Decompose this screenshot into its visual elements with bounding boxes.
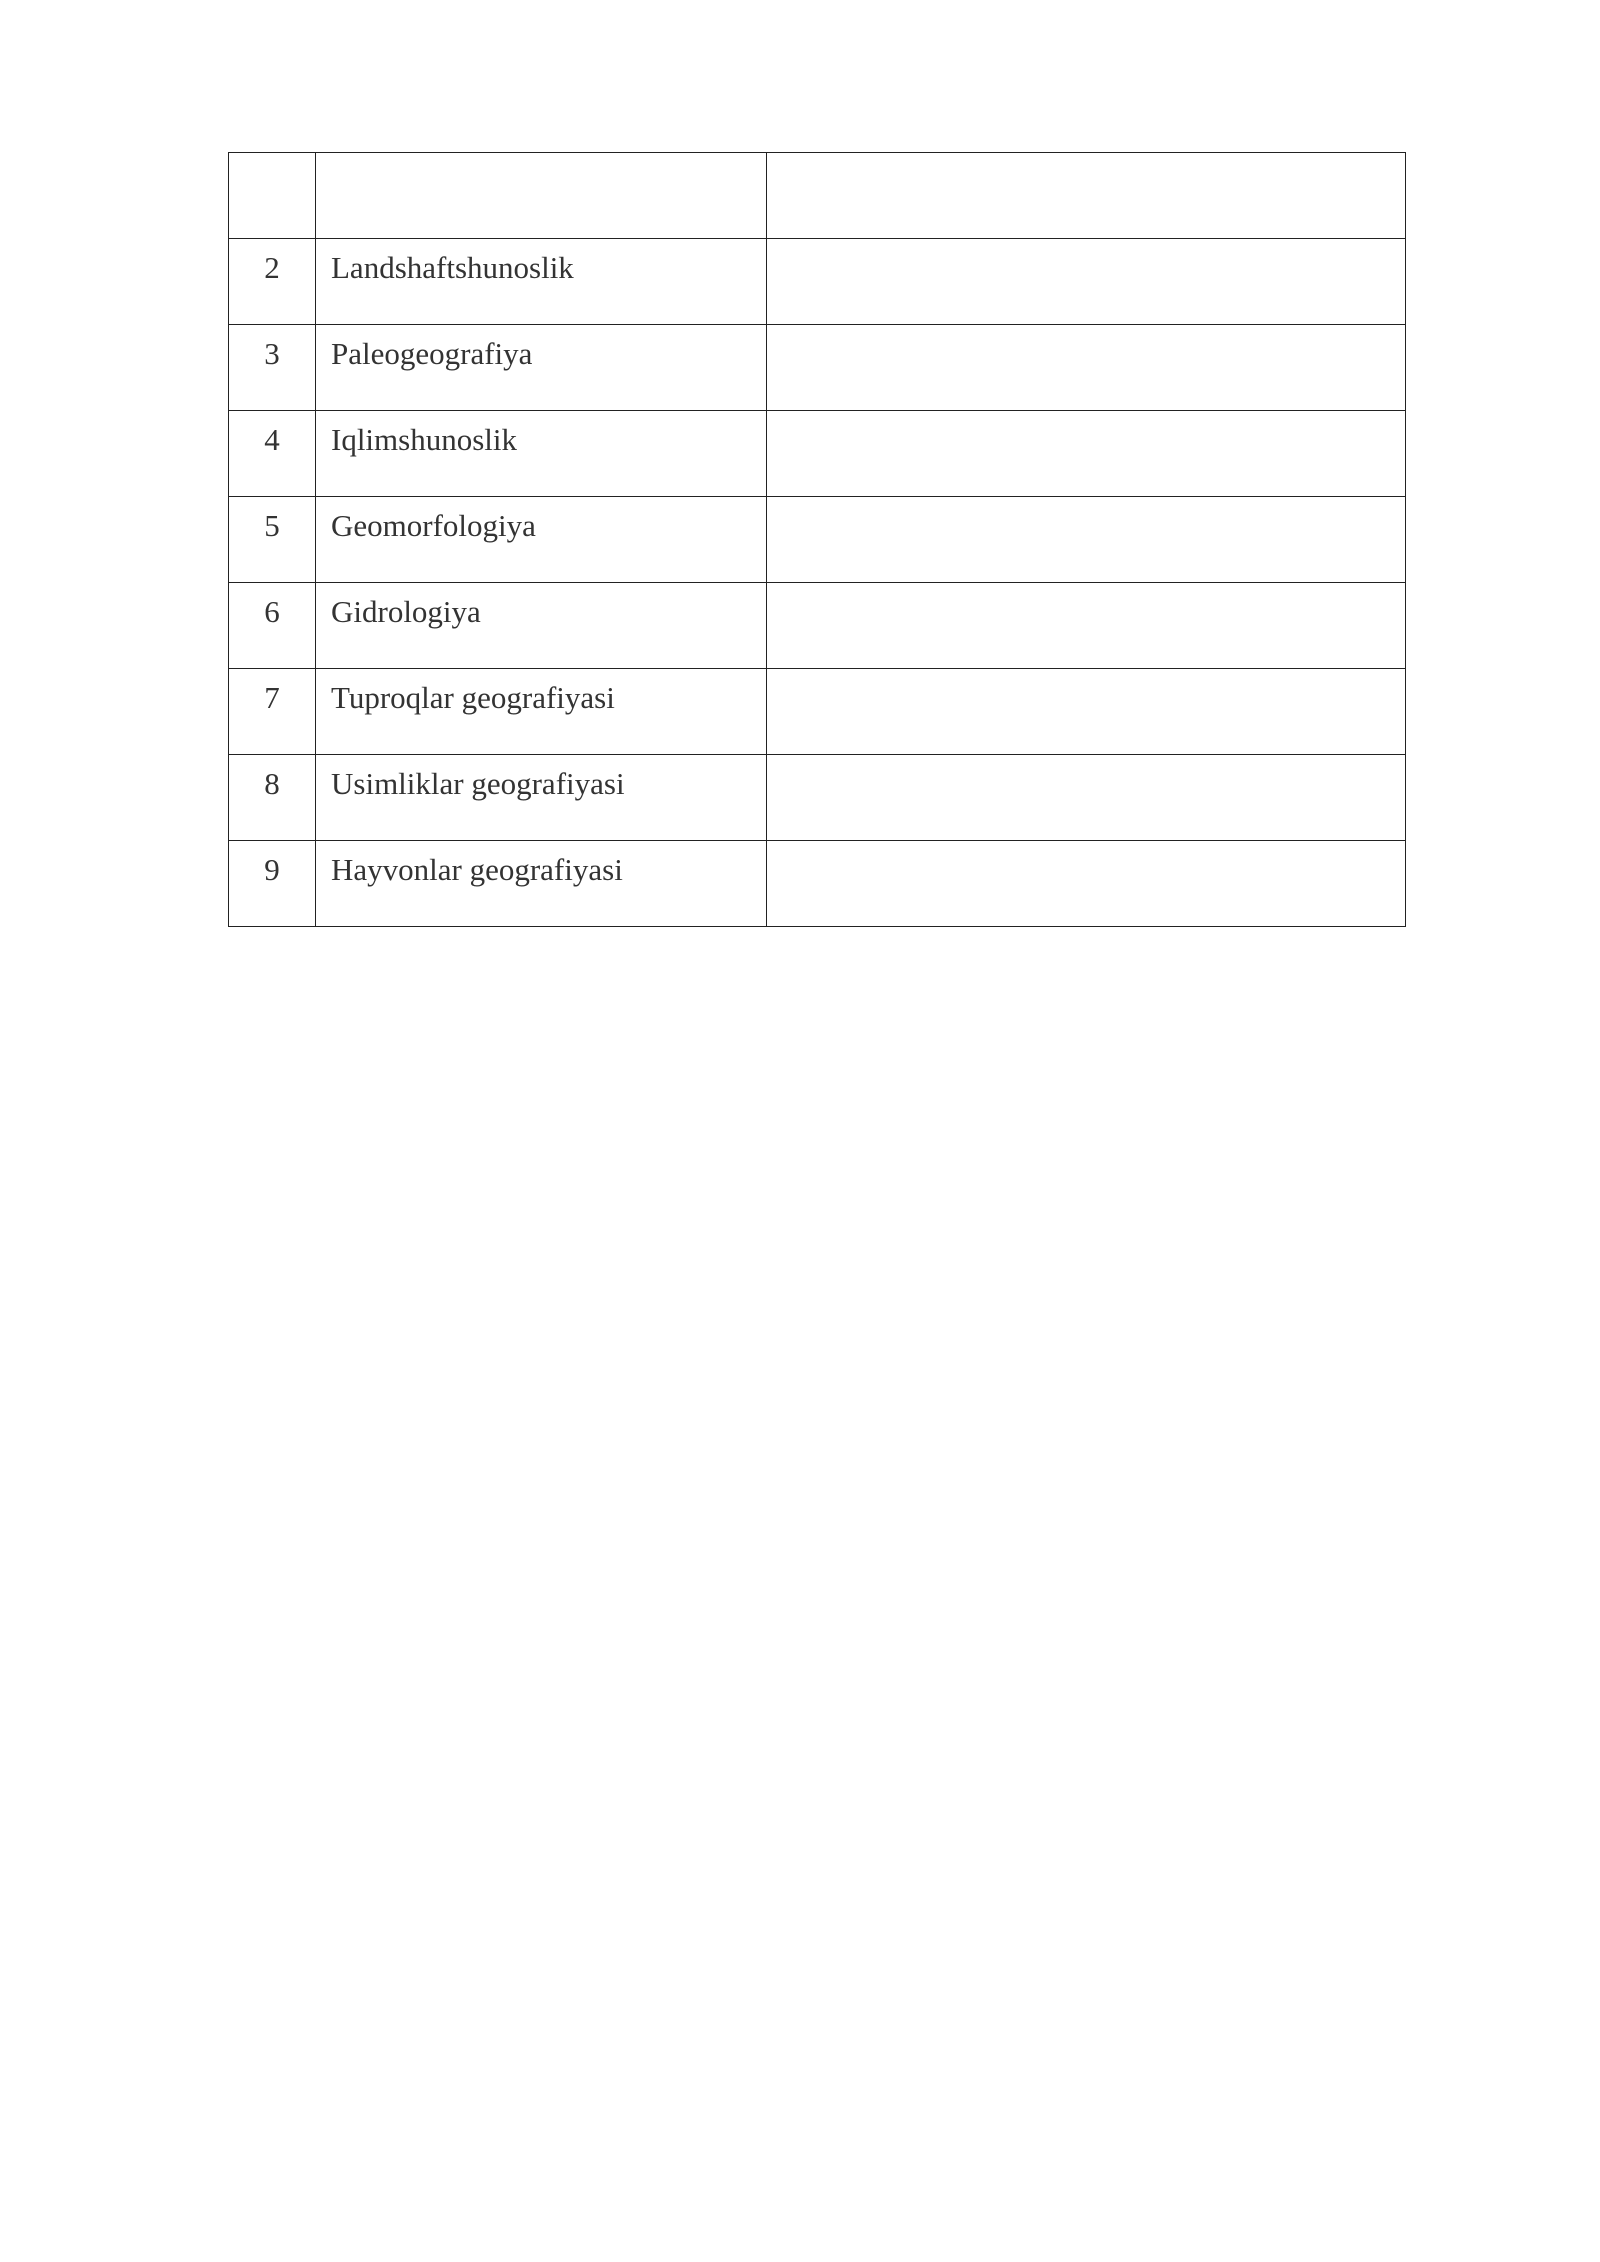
row-number: 9: [264, 852, 280, 887]
blank-value: [767, 239, 1405, 249]
subject-name: Usimliklar geografiyasi: [331, 766, 625, 801]
table-row: [229, 239, 1406, 325]
blank-cell: [767, 669, 1406, 755]
row-number: 5: [264, 508, 280, 543]
subject-name: Iqlimshunoslik: [331, 422, 518, 457]
subject-name: Geomorfologiya: [331, 508, 536, 543]
row-number: 8: [264, 766, 280, 801]
subject-name-cell: [316, 411, 767, 497]
subject-name: Landshaftshunoslik: [331, 250, 574, 285]
blank-cell: [767, 411, 1406, 497]
subject-name-cell: [316, 755, 767, 841]
row-number-cell: [229, 325, 316, 411]
blank-value: [767, 841, 1405, 851]
blank-cell: [767, 497, 1406, 583]
table-row: [229, 841, 1406, 927]
row-number: 4: [264, 422, 280, 457]
subject-name-cell: [316, 669, 767, 755]
blank-cell: [767, 153, 1406, 239]
subject-name: Paleogeografiya: [331, 336, 533, 371]
blank-value: [767, 497, 1405, 507]
row-number: 7: [264, 680, 280, 715]
subject-name-cell: [316, 325, 767, 411]
blank-cell: [767, 325, 1406, 411]
table-row: [229, 325, 1406, 411]
row-number-cell: [229, 497, 316, 583]
row-number-cell: [229, 755, 316, 841]
table-row: [229, 669, 1406, 755]
blank-value: [767, 325, 1405, 335]
table-row: [229, 583, 1406, 669]
row-number-cell: [229, 583, 316, 669]
blank-value: [767, 153, 1405, 163]
subjects-table: [228, 152, 1406, 927]
blank-value: [767, 669, 1405, 679]
row-number-cell: [229, 153, 316, 239]
subject-name: Gidrologiya: [331, 594, 481, 629]
blank-cell: [767, 841, 1406, 927]
subject-name: Tuproqlar geografiyasi: [331, 680, 615, 715]
subject-name-cell: [316, 583, 767, 669]
blank-value: [767, 755, 1405, 765]
row-number: [229, 153, 315, 163]
subject-name-cell: [316, 153, 767, 239]
row-number: 3: [264, 336, 280, 371]
table-row: [229, 497, 1406, 583]
row-number-cell: [229, 411, 316, 497]
subject-name: [331, 153, 766, 163]
row-number: 6: [264, 594, 280, 629]
subject-name-cell: [316, 841, 767, 927]
row-number-cell: [229, 669, 316, 755]
table-row: [229, 755, 1406, 841]
row-number-cell: [229, 239, 316, 325]
blank-cell: [767, 755, 1406, 841]
table-row: [229, 411, 1406, 497]
blank-value: [767, 411, 1405, 421]
subject-name-cell: [316, 239, 767, 325]
subject-name-cell: [316, 497, 767, 583]
subject-name: Hayvonlar geografiyasi: [331, 852, 623, 887]
blank-value: [767, 583, 1405, 593]
row-number-cell: [229, 841, 316, 927]
blank-cell: [767, 239, 1406, 325]
table-row: [229, 153, 1406, 239]
blank-cell: [767, 583, 1406, 669]
row-number: 2: [264, 250, 280, 285]
